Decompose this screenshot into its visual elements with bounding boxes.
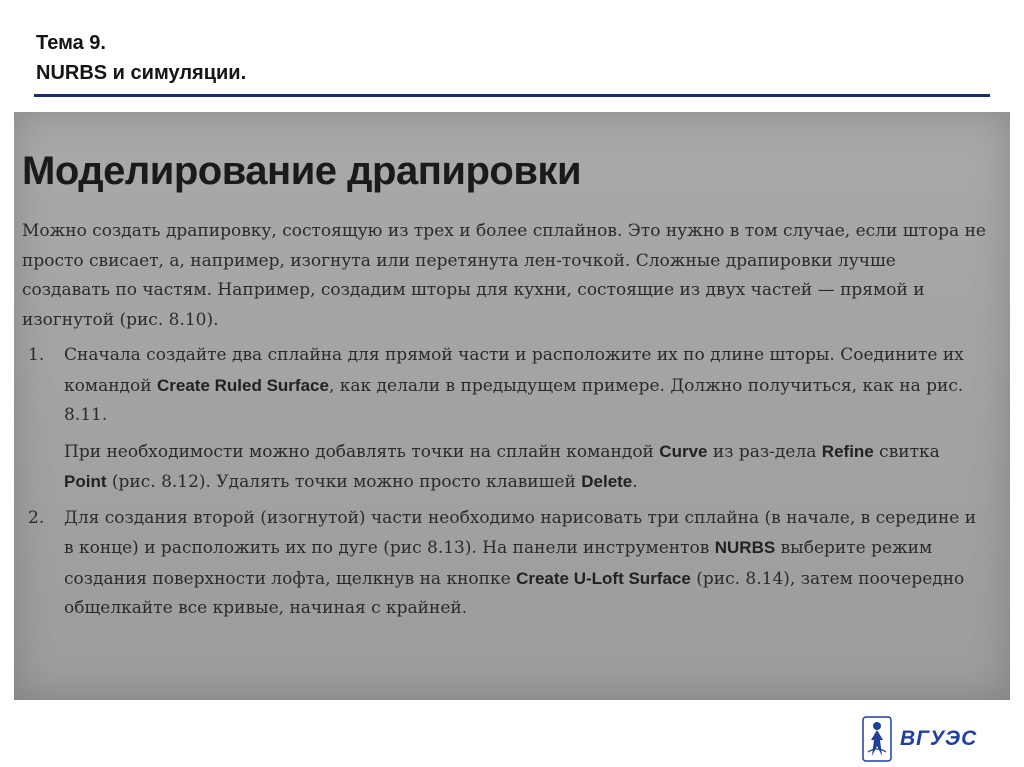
book-page-photo	[14, 112, 1010, 700]
list-item-2-number: 2.	[28, 507, 45, 528]
list-item-2	[22, 504, 987, 624]
note-text-e: .	[632, 472, 638, 492]
list-item-2-text-b: выберите режим создания поверхности лофта, щелкнув на кнопке	[64, 538, 933, 589]
logo-text: ВГУЭС	[900, 727, 978, 750]
command-delete: Delete	[581, 472, 633, 491]
list-item-1-number: 1.	[28, 345, 45, 365]
command-nurbs: NURBS	[714, 538, 776, 557]
slide-title-line1: Тема 9.	[36, 32, 106, 54]
page-body	[22, 217, 987, 624]
note-text-b: из раз-дела	[707, 441, 822, 462]
note-text-c: свитка	[873, 441, 940, 462]
page-heading: Моделирование драпировки	[22, 149, 582, 193]
note-text-a: При необходимости можно добавлять точки на сплайн командой	[64, 441, 660, 462]
list-item-2-text-c: (рис. 8.14), затем поочередно общелкайте все кривые, начиная с крайней.	[64, 568, 965, 618]
list-item-2-text-a: Для создания второй (изогнутой) части необходимо нарисовать три сплайна (в начале, в середине и в конце) и расположить их по дуге (рис 8.13). На панели инструментов	[64, 507, 977, 558]
list-item-1-text-b: , как делали в предыдущем примере. Должно получиться, как на рис. 8.11.	[64, 375, 964, 425]
command-refine: Refine	[821, 441, 874, 461]
list-item-1-text-a: Сначала создайте два сплайна для прямой части и расположите их по длине шторы. Соедините их командой	[64, 345, 964, 396]
intro-paragraph: Можно создать драпировку, состоящую из трех и более сплайнов. Это нужно в том случае, если штора не просто свисает, а, например, изогнута или перетянута лен-точкой. Сложные драпировки лучше создавать по частям. Например, создадим шторы для кухни, состоящие из двух частей — прямой и изогнутой (рис. 8.10).	[22, 221, 986, 330]
command-create-ruled-surface: Create Ruled Surface	[157, 375, 329, 395]
command-create-u-loft-surface: Create U-Loft Surface	[516, 568, 691, 588]
header-divider	[34, 94, 990, 97]
slide-header	[36, 28, 246, 88]
vguaes-logo	[862, 716, 977, 762]
command-point: Point	[64, 472, 107, 491]
command-curve: Curve	[659, 441, 708, 461]
note-text-d: (рис. 8.12). Удалять точки можно просто клавишей	[106, 472, 582, 492]
list-item-1	[22, 341, 987, 431]
slide-title-line2: NURBS и симуляции.	[36, 62, 247, 84]
list-item-1-note	[22, 437, 987, 498]
emblem-icon	[862, 716, 892, 762]
